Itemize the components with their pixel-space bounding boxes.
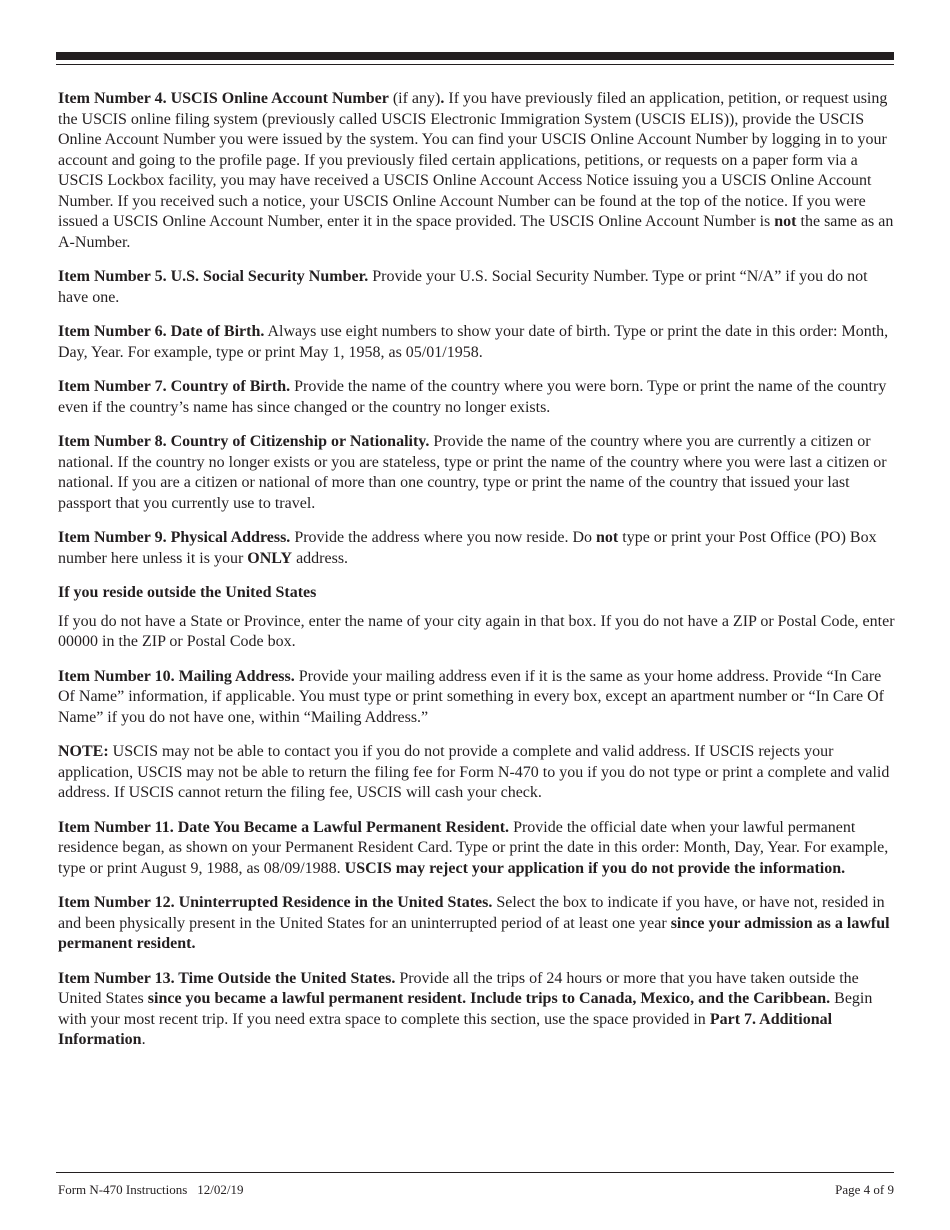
bold-text-segment: Item Number 12. Uninterrupted Residence in the United States.: [58, 894, 493, 911]
text-segment: Provide the address where you now reside. Do: [290, 529, 597, 546]
bold-text-segment: Item Number 10. Mailing Address.: [58, 667, 295, 685]
text-segment: Select the box to indicate if you have, or have not, resided in and been physically present in the United States for an uninterrupted period of at least one year: [58, 894, 885, 932]
text-segment: type or print your Post Office (PO) Box number here unless it is your: [58, 529, 877, 567]
instruction-paragraph: [58, 528, 896, 569]
bold-text-segment: If you reside outside the United States: [58, 584, 317, 601]
instruction-paragraph: [58, 667, 896, 729]
bold-text-segment: .: [440, 90, 445, 107]
text-segment: Provide the name of the country where you are currently a citizen or national. If the country no longer exists or you are stateless, type or print the name of the country where you were last a citizen or national. If you are a citizen or national of more than one country, type or print the name of the country that issued your last passport that you currently use to travel.: [58, 433, 887, 512]
bold-text-segment: Part 7. Additional Information: [58, 1010, 833, 1048]
instruction-paragraph: [58, 818, 896, 880]
bold-text-segment: Item Number 8. Country of Citizenship or Nationality.: [58, 433, 430, 450]
bold-text-segment: not: [596, 529, 619, 546]
bold-text-segment: NOTE:: [58, 743, 109, 760]
footer-form-name: Form N-470 Instructions: [58, 1182, 188, 1197]
footer-page-number: Page 4 of 9: [835, 1182, 894, 1197]
footer-rule: [56, 1172, 894, 1173]
instruction-paragraph: [58, 322, 896, 363]
bold-text-segment: Item Number 7. Country of Birth.: [58, 378, 291, 395]
instruction-paragraph: [58, 612, 896, 653]
bold-text-segment: since you became a lawful permanent resident. Include trips to Canada, Mexico, and the Caribbean.: [147, 990, 831, 1007]
text-segment: Provide your U.S. Social Security Number. Type or print “N/A” if you do not have one.: [58, 268, 868, 306]
text-segment: .: [141, 1031, 146, 1048]
instruction-paragraph: [58, 267, 896, 308]
section-subheading: [58, 583, 896, 604]
bold-text-segment: Item Number 5. U.S. Social Security Number.: [58, 268, 369, 285]
text-segment: Provide all the trips of 24 hours or more that you have taken outside the United States: [58, 969, 859, 1007]
bold-text-segment: Item Number 11. Date You Became a Lawful Permanent Resident.: [58, 818, 510, 836]
instruction-paragraph: [58, 89, 896, 253]
bold-text-segment: since your admission as a lawful permanent resident.: [58, 914, 890, 952]
text-segment: Begin with your most recent trip. If you need extra space to complete this section, use the space provided in: [58, 990, 873, 1028]
instructions-body: [58, 89, 896, 1065]
footer-edition-date: 12/02/19: [197, 1182, 244, 1197]
bold-text-segment: Item Number 13. Time Outside the United States.: [58, 969, 396, 987]
text-segment: address.: [292, 549, 349, 567]
header-rule-thick: [56, 52, 894, 60]
bold-text-segment: Item Number 9. Physical Address.: [58, 529, 291, 546]
instruction-paragraph: [58, 432, 896, 514]
text-segment: Provide the name of the country where you were born. Type or print the name of the country even if the country’s name has since changed or the country no longer exists.: [58, 378, 887, 416]
bold-text-segment: not: [774, 213, 797, 230]
header-rule-thin: [56, 64, 894, 65]
text-segment: Always use eight numbers to show your date of birth. Type or print the date in this order: Month, Day, Year. For example, type or print May 1, 1958, as 05/01/1958.: [58, 323, 889, 361]
bold-text-segment: Item Number 6. Date of Birth.: [58, 323, 265, 340]
text-segment: (if any): [388, 90, 441, 107]
instruction-paragraph: [58, 377, 896, 418]
instruction-paragraph: [58, 969, 896, 1051]
text-segment: the same as an A-Number.: [58, 213, 894, 251]
text-segment: If you do not have a State or Province, enter the name of your city again in that box. If you do not have a ZIP or Postal Code, enter 00000 in the ZIP or Postal Code box.: [58, 612, 895, 650]
instruction-paragraph: [58, 893, 896, 955]
instruction-paragraph: [58, 742, 896, 804]
footer-form-info: [58, 1182, 244, 1198]
bold-text-segment: ONLY: [247, 549, 293, 567]
text-segment: If you have previously filed an application, petition, or request using the USCIS online filing system (previously called USCIS Electronic Immigration System (USCIS ELIS)), provide the USCIS Online Account Number you were issued by the system. You can find your USCIS Online Account Number by logging in to your account and going to the profile page. If you previously filed certain applications, petitions, or requests on a paper form via a USCIS Lockbox facility, you may have received a USCIS Online Account Access Notice issuing you a USCIS Online Account Number. If you received such a notice, your USCIS Online Account Number can be found at the top of the notice. If you were issued a USCIS Online Account Number, enter it in the space provided. The USCIS Online Account Number is: [58, 90, 888, 230]
text-segment: USCIS may not be able to contact you if you do not provide a complete and valid address. If USCIS rejects your application, USCIS may not be able to return the filing fee for Form N-470 to you if you do not type or print a complete and valid address. If USCIS cannot return the filing fee, USCIS will cash your check.: [58, 743, 890, 801]
bold-text-segment: USCIS may reject your application if you do not provide the information.: [344, 859, 846, 877]
bold-text-segment: Item Number 4. USCIS Online Account Number: [58, 90, 389, 107]
text-segment: Provide the official date when your lawful permanent residence began, as shown on your Permanent Resident Card. Type or print the date in this order: Month, Day, Year. For example, type or print August 9, 1988, as 08/09/1988.: [58, 818, 889, 877]
text-segment: Provide your mailing address even if it is the same as your home address. Provide “In Care Of Name” information, if applicable. You must type or print something in every box, except an apartment number or “In Care Of Name” if you do not have one, within “Mailing Address.”: [58, 667, 884, 726]
